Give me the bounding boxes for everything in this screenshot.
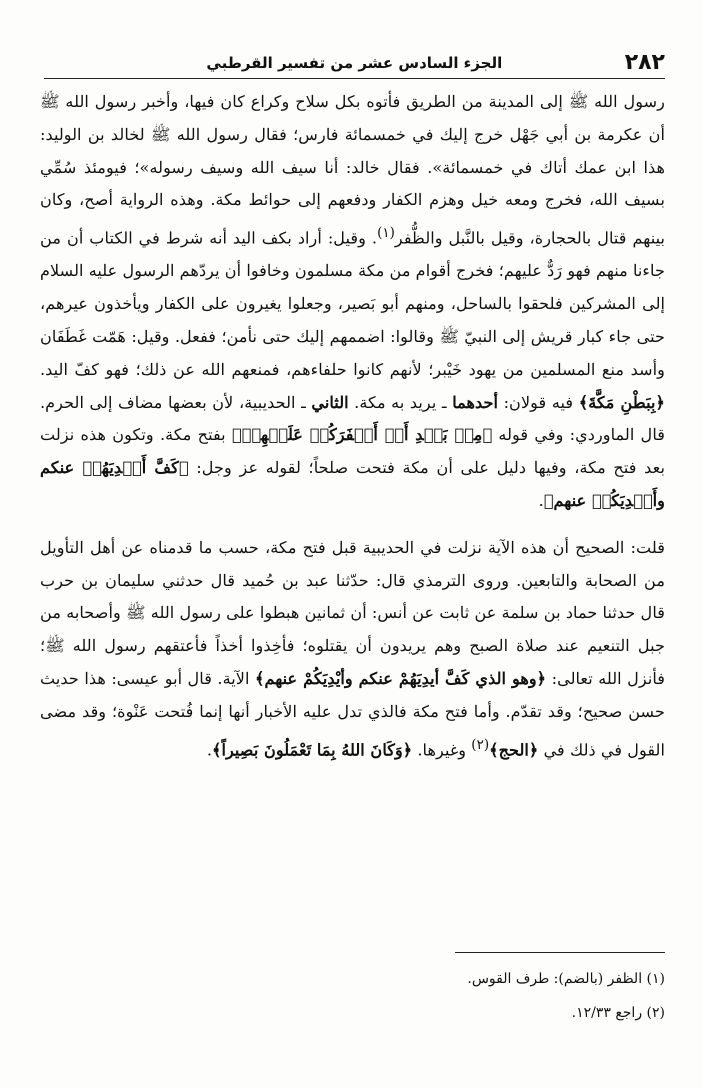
footnote-divider xyxy=(455,952,665,953)
emphasis-text: الثاني xyxy=(311,392,349,412)
running-title: الجزء السادس عشر من تفسير القرطبي xyxy=(206,54,503,72)
text-run: رسول الله ﷺ إلى المدينة من الطريق فأتوه بكل سلاح وكراع كان فيها، وأخبر رسول الله ﷺ أن عكرمة بن أبي جَهْل خرج إليك في خمسمائة فارس؛ فقال رسول الله ﷺ لخالد بن الوليد: هذا ابن عمك أتاك في خمسمائة». فقال خالد: أنا سيف الله وسيف رسوله»؛ فيومئذ سُمِّي بسيف الله، فخرج ومعه خيل وهزم الكفار ودفعهم إلى حوائط مكة. وهذه الرواية أصح، وكان بينهم قتال بالحجارة، وقيل بالنَّبل والظُّفر xyxy=(40,92,665,248)
text-run: ـ يريد به مكة. xyxy=(348,392,453,412)
footnote-2: (٢) راجع ١٢/٣٣. xyxy=(571,1005,665,1021)
text-run: الآية. قال أبو عيسى: هذا حديث حسن صحيح؛ وقد تقدّم. وأما فتح مكة فالذي تدل عليه الأخبار أنها إنما فُتحت عَنْوة؛ وقد مضى القول في ذلك في xyxy=(40,668,665,759)
paragraph xyxy=(40,532,665,767)
footnote-ref: (١) xyxy=(377,225,395,242)
page-header xyxy=(44,44,665,79)
text-run: وغيرها. xyxy=(412,739,472,759)
text-run: بفتح مكة. وتكون هذه نزلت بعد فتح مكة، وفيها دليل على أن مكة فتحت صلحاً؛ لقوله عز وجل: xyxy=(40,425,665,478)
text-run: . وقيل: أراد بكف اليد أنه شرط في الكتاب أن من جاءنا منهم فهو رَدٌّ عليهم؛ فخرج أقوام من مكة مسلمون وخافوا أن يردّهم الرسول عليه السلام إلى المشركين فلحقوا بالساحل، ومنهم أبو بَصير، وجعلوا يغيرون على الكفار ويأخذون عيرهم، حتى جاء كبار قريش إلى النبيّ ﷺ وقالوا: اضممهم إليك حتى نأمن؛ ففعل. وقيل: هَمّت غَطَفَان وأسد منع المسلمين من يهود خَيْبر؛ لأنهم كانوا حلفاءهم، فمنعهم الله عن ذلك؛ فهو كفّ اليد. xyxy=(40,228,665,379)
quran-quote: ﴿الحج﴾ xyxy=(489,739,539,759)
emphasis-text: أحدهما xyxy=(452,392,499,412)
page-number: ٢٨٢ xyxy=(624,50,665,75)
text-run: ـ الحديبية، لأن بعضها مضاف إلى الحرم. قال الماوردي: وفي قوله xyxy=(40,392,665,445)
quran-quote: ﴿وهو الذي كَفَّ أيدِيَهُمْ عنكم وأيْدِيَكُمْ عنهم﴾ xyxy=(254,668,547,688)
quran-quote: ﴿مِنۢ بَعۡدِ أَنۡ أَظۡفَرَكُمۡ عَلَيۡهِمۡ﴾ xyxy=(231,425,493,445)
text-run: . xyxy=(538,490,544,510)
paragraph xyxy=(40,86,665,518)
quran-quote: ﴿كَفَّ أَيۡدِيَهُمۡ عنكم وأَيۡدِيَكُمۡ عنهم﴾ xyxy=(40,458,665,510)
text-run: فيه قولان: xyxy=(498,392,579,412)
body-text xyxy=(40,86,665,767)
text-run: قلت: الصحيح أن هذه الآية نزلت في الحديبية قبل فتح مكة، حسب ما قدمناه عن أهل التأويل من الصحابة والتابعين. وروى الترمذي قال: حدّثنا عبد بن حُميد قال حدثني سليمان بن حرب قال حدثنا حماد بن سلمة عن ثابت عن أنس: أن ثمانين هبطوا على رسول الله ﷺ وأصحابه من جبل التنعيم عند صلاة الصبح وهم يريدون أن يقتلوه؛ فأخِذوا أخذاً فأعتقهم رسول الله ﷺ؛ فأنزل الله تعالى: xyxy=(40,537,665,688)
quran-quote: ﴿وَكَانَ اللهُ بِمَا تَعْمَلُونَ بَصِيراً﴾ xyxy=(212,739,413,759)
quran-quote: ﴿بِبَطْنِ مَكَّةَ﴾ xyxy=(578,392,665,412)
footnotes xyxy=(40,962,665,1030)
footnote-ref: (٢) xyxy=(471,736,490,753)
footnote-1: (١) الظفر (بالضم): طرف القوس. xyxy=(467,971,665,987)
text-run: . xyxy=(206,739,212,759)
